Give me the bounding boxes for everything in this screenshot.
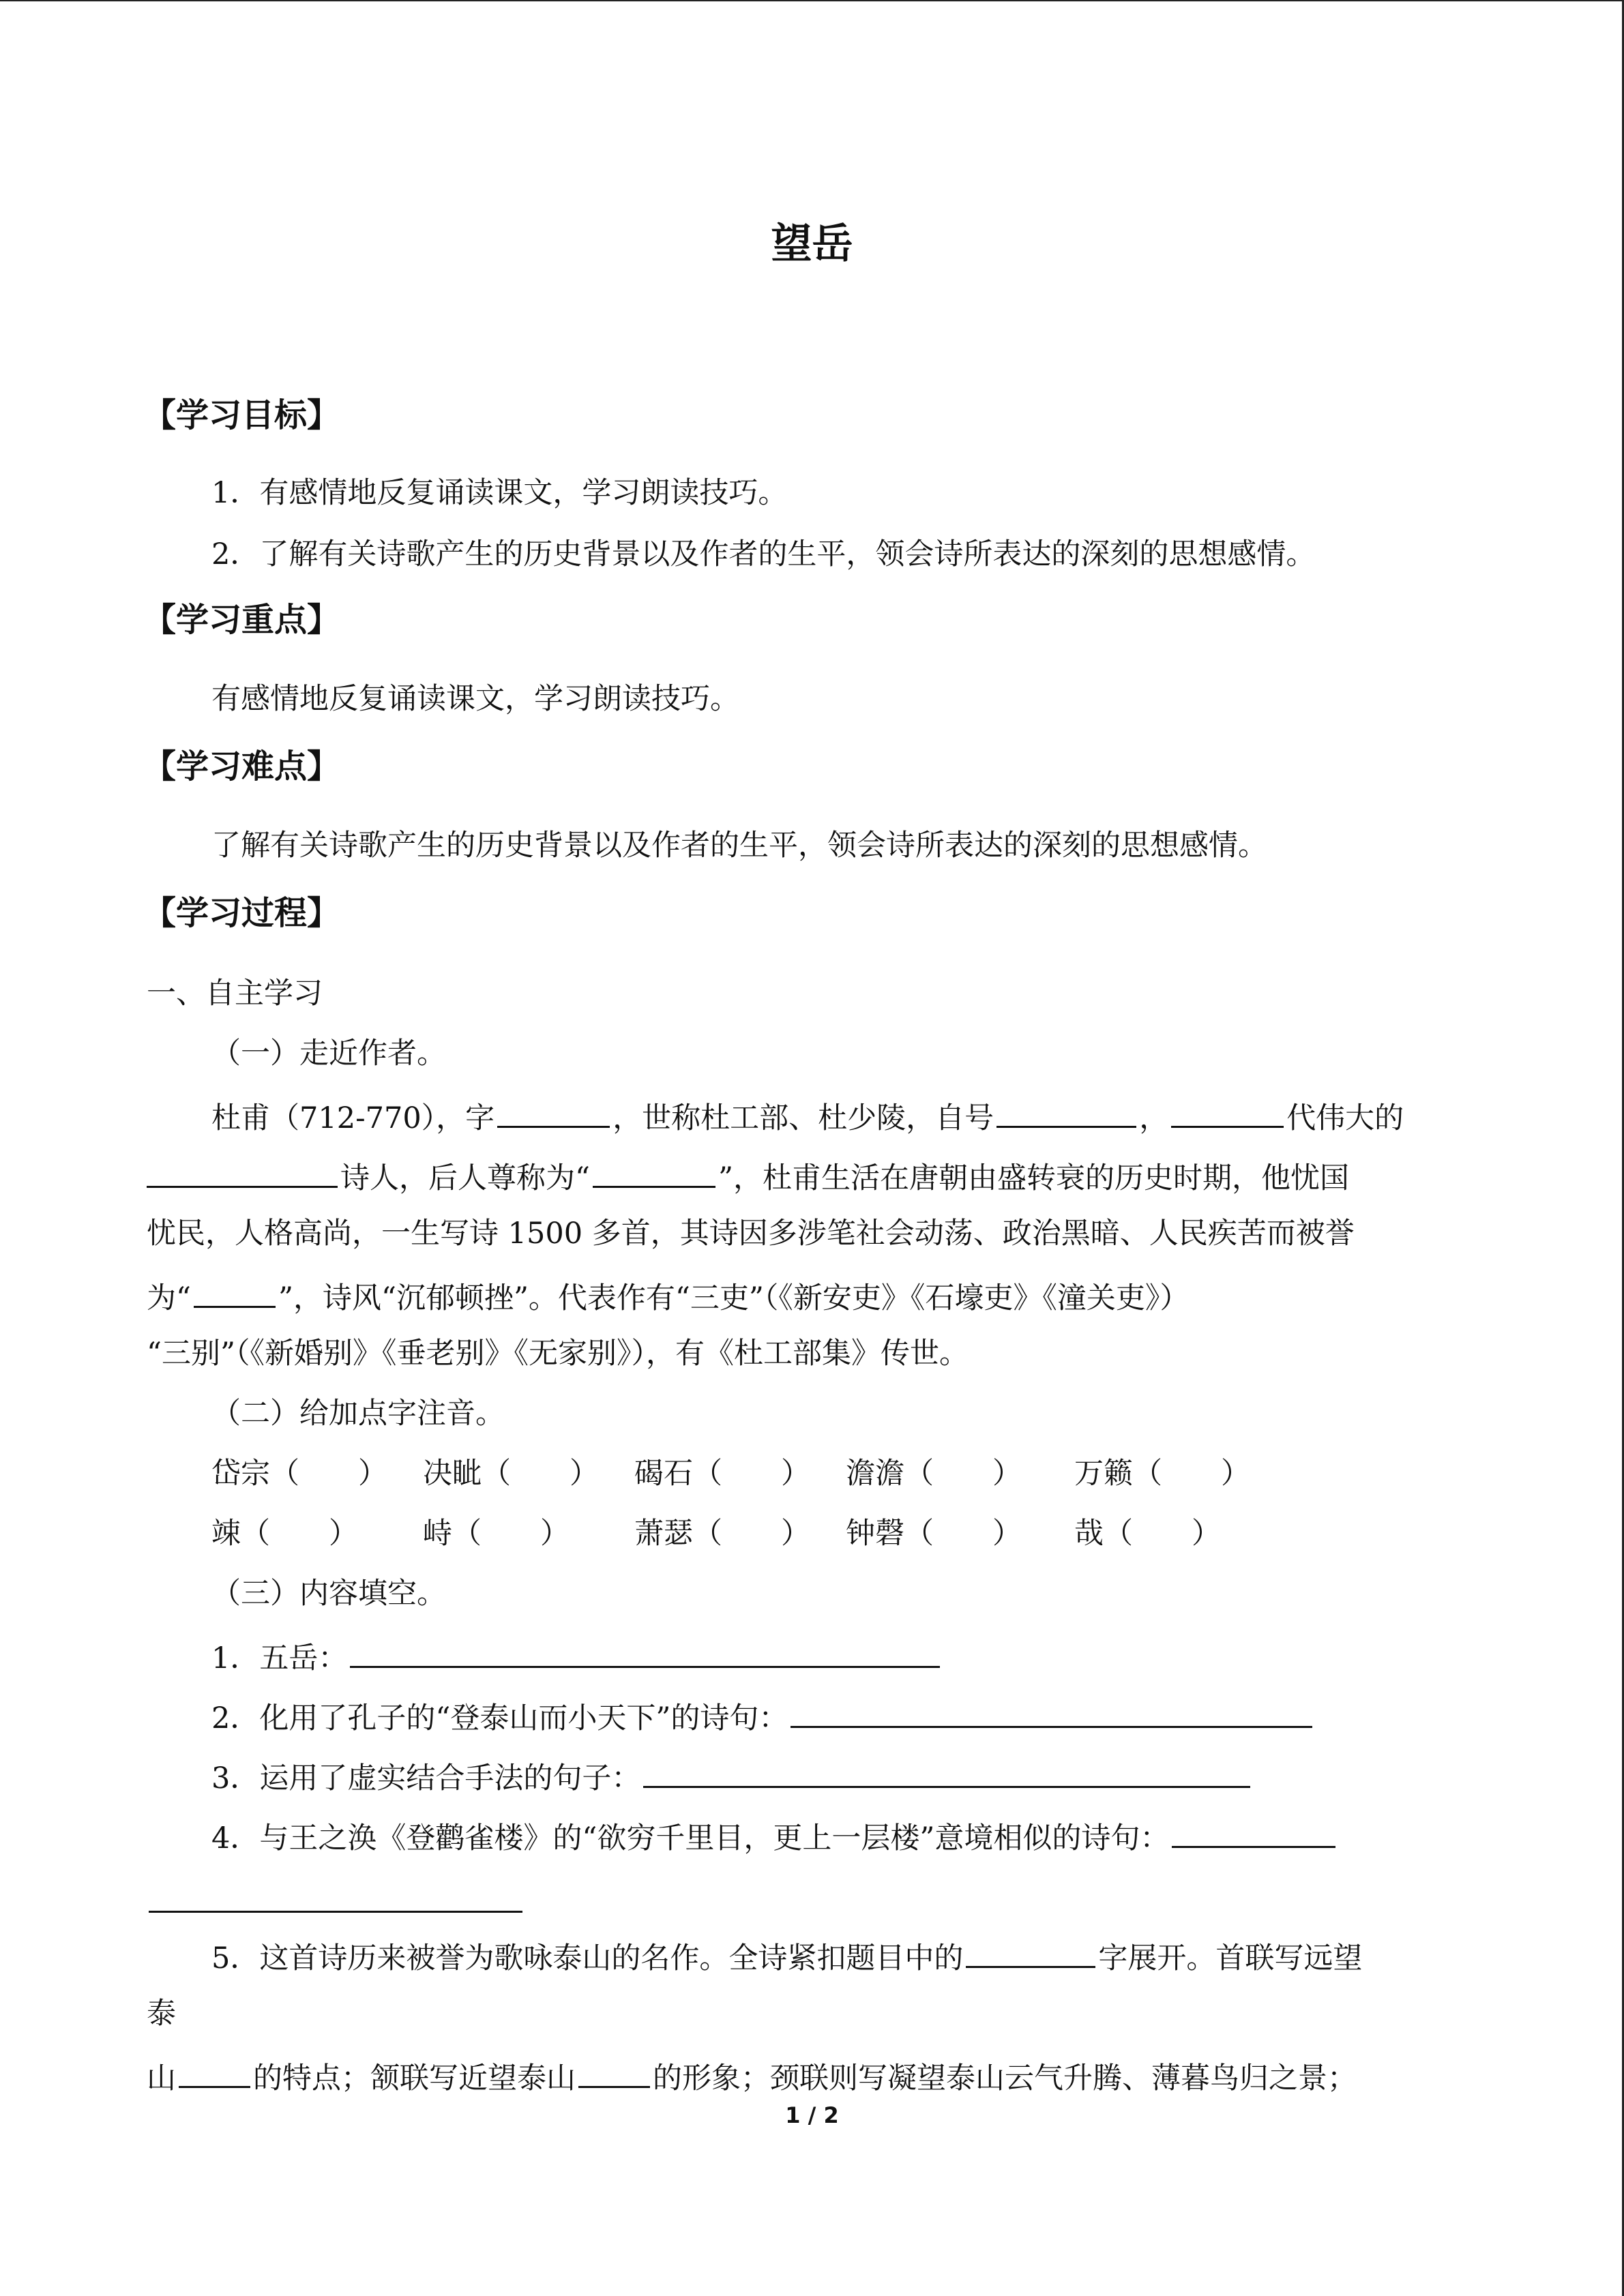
- sub-author: （一）走近作者。: [211, 1037, 446, 1071]
- heading-goals: 【学习目标】: [143, 396, 340, 434]
- answer-blank[interactable]: [966, 1937, 1095, 1968]
- page-title: 望岳: [771, 220, 853, 268]
- pinyin-item: 峙（ ）: [423, 1517, 570, 1551]
- author-line-3: 忧民，人格高尚，一生写诗 1500 多首，其诗因多涉笔社会动荡、政治黑暗、人民疾苦而被誉: [147, 1217, 1355, 1251]
- question-5: 5．这首诗历来被誉为歌咏泰山的名作。全诗紧扣题目中的 字展开。首联写远望: [211, 1937, 1362, 1977]
- sub-fill: （三）内容填空。: [211, 1577, 446, 1611]
- heading-focus: 【学习重点】: [143, 601, 340, 639]
- pinyin-item: 澹澹（ ）: [846, 1457, 1022, 1491]
- answer-blank[interactable]: [578, 2057, 650, 2088]
- pinyin-item: 钟磬（ ）: [846, 1517, 1022, 1551]
- answer-blank[interactable]: [350, 1637, 940, 1668]
- blank-poet-type[interactable]: [147, 1157, 338, 1188]
- goal-1: 1．有感情地反复诵读课文，学习朗读技巧。: [211, 476, 788, 510]
- question-4: 4．与王之涣《登鹳雀楼》的“欲穷千里目，更上一层楼”意境相似的诗句：: [211, 1817, 1338, 1857]
- pinyin-item: 哉（ ）: [1074, 1517, 1221, 1551]
- author-line-5: “三别”（《新婚别》《垂老别》《无家别》），有《杜工部集》传世。: [147, 1337, 969, 1371]
- question-1: 1．五岳：: [211, 1637, 943, 1677]
- blank-courtesy-name[interactable]: [497, 1097, 610, 1128]
- answer-blank[interactable]: [791, 1697, 1312, 1728]
- question-2: 2．化用了孔子的“登泰山而小天下”的诗句：: [211, 1697, 1315, 1737]
- page-number: 1 / 2: [785, 2102, 839, 2128]
- heading-process: 【学习过程】: [143, 894, 340, 932]
- blank-dynasty[interactable]: [1171, 1097, 1284, 1128]
- goal-2: 2．了解有关诗歌产生的历史背景以及作者的生平，领会诗所表达的深刻的思想感情。: [211, 537, 1316, 571]
- pinyin-item: 竦（ ）: [211, 1517, 358, 1551]
- part1-title: 一、自主学习: [147, 976, 323, 1011]
- pinyin-item: 万籁（ ）: [1074, 1457, 1250, 1491]
- answer-blank[interactable]: [179, 2057, 250, 2088]
- pinyin-item: 碣石（ ）: [634, 1457, 810, 1491]
- pinyin-item: 萧瑟（ ）: [634, 1517, 810, 1551]
- blank-poetry-title[interactable]: [194, 1277, 276, 1308]
- difficulty-text: 了解有关诗歌产生的历史背景以及作者的生平，领会诗所表达的深刻的思想感情。: [211, 829, 1267, 863]
- author-line-4: 为“ ”，诗风“沉郁顿挫”。代表作有“三吏”（《新安吏》《石壕吏》《潼关吏》）: [147, 1277, 1189, 1317]
- answer-blank[interactable]: [1172, 1817, 1335, 1848]
- author-line-2: 诗人，后人尊称为“ ”，杜甫生活在唐朝由盛转衰的历史时期，他忧国: [147, 1157, 1349, 1197]
- heading-difficulty: 【学习难点】: [143, 747, 340, 786]
- pinyin-item: 岱宗（ ）: [211, 1457, 387, 1491]
- pinyin-row-1: [211, 1457, 1286, 1492]
- answer-blank[interactable]: [643, 1757, 1250, 1788]
- question-5-line-3: 山 的特点；颔联写近望泰山 的形象；颈联则写凝望泰山云气升腾、薄暮鸟归之景；: [147, 2057, 1357, 2097]
- focus-text: 有感情地反复诵读课文，学习朗读技巧。: [211, 682, 739, 716]
- sub-pinyin: （二）给加点字注音。: [211, 1397, 505, 1431]
- blank-honorific[interactable]: [593, 1157, 715, 1188]
- question-3: 3．运用了虚实结合手法的句子：: [211, 1757, 1253, 1797]
- pinyin-item: 决眦（ ）: [423, 1457, 599, 1491]
- blank-self-title[interactable]: [996, 1097, 1136, 1128]
- question-5-cont: 泰: [147, 1997, 176, 2031]
- answer-blank-continued[interactable]: [149, 1911, 522, 1913]
- pinyin-row-2: [211, 1517, 1286, 1552]
- page-top-border: [0, 0, 1624, 1]
- author-line-1: 杜甫（712-770），字 ，世称杜工部、杜少陵，自号 ， 代伟大的: [211, 1097, 1404, 1137]
